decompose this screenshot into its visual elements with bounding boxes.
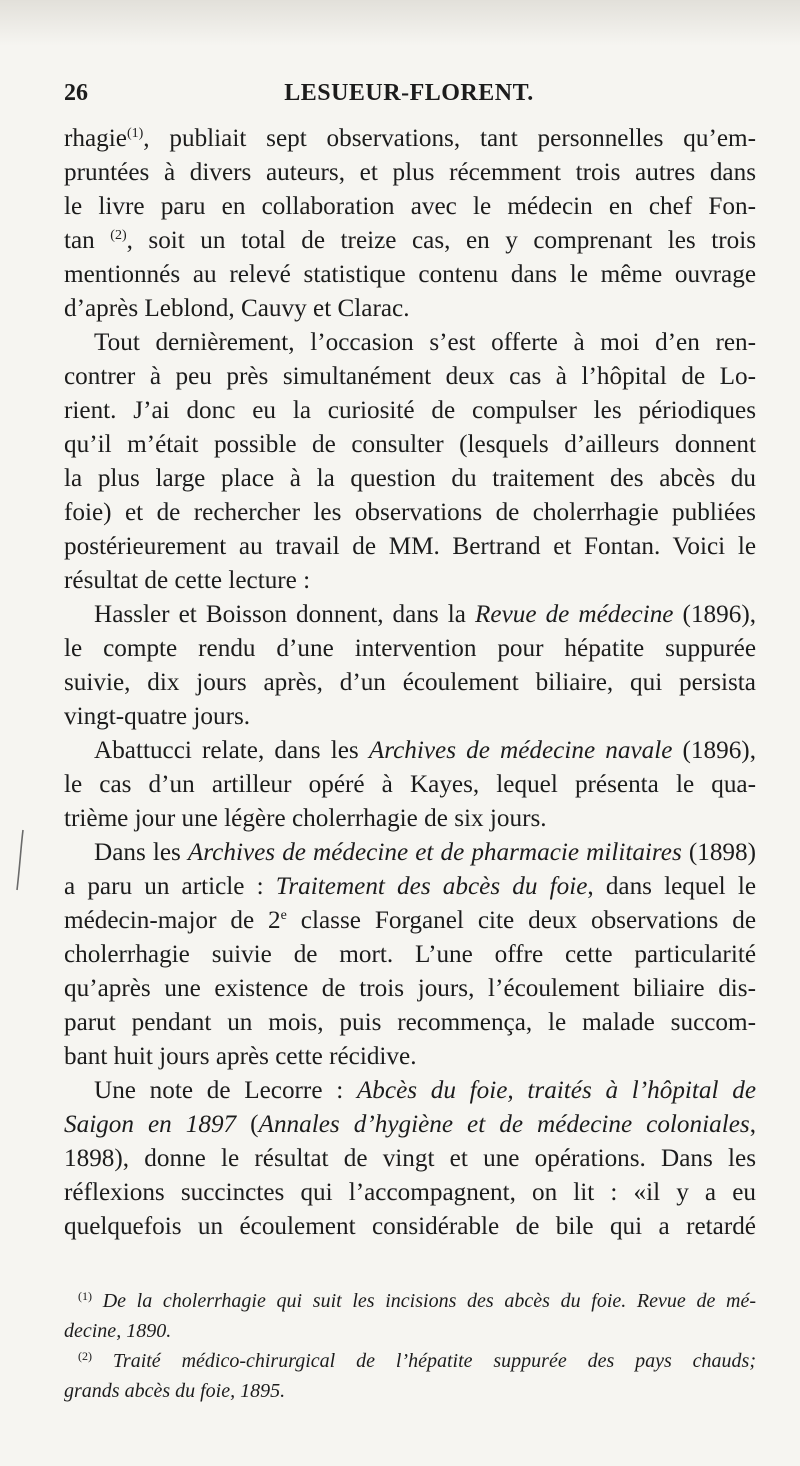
journal-title: Archives de médecine et de pharmacie militaires (187, 839, 682, 866)
text-line: le livre paru en collaboration avec le médecin en chef Fon- (64, 193, 756, 220)
text-line: Dans les Archives de médecine et de pharmacie militaires (1898) (94, 839, 756, 866)
text-line: vingt-quatre jours. (64, 703, 251, 730)
text-line: rient. J’ai donc eu la curiosité de compulser les périodiques (64, 397, 756, 424)
text-line: 1898), donne le résultat de vingt et une opérations. Dans les (64, 1145, 756, 1172)
text-line: résultat de cette lecture : (64, 567, 311, 594)
text-line: le cas d’un artilleur opéré à Kayes, lequel présenta le qua- (64, 771, 756, 798)
text-line: quelquefois un écoulement considérable de bile qui a retardé (64, 1213, 756, 1240)
text-line: Saigon en 1897 (Annales d’hygiène et de médecine coloniales, (64, 1111, 756, 1138)
text-line: Tout dernièrement, l’occasion s’est offerte à moi d’en ren- (94, 329, 756, 356)
text-line: cholerrhagie suivie de mort. L’une offre cette particularité (64, 941, 756, 968)
text-line: Abattucci relate, dans les Archives de médecine navale (1896), (94, 737, 756, 764)
journal-title: Annales d’hygiène et de médecine coloniales (258, 1111, 750, 1138)
text-line: Hassler et Boisson donnent, dans la Revue de médecine (1896), (94, 601, 756, 628)
footnote-ref-2: (2) (110, 228, 127, 243)
text-line: la plus large place à la question du traitement des abcès du (64, 465, 756, 492)
article-title: Traitement des abcès du foie (275, 873, 588, 900)
margin-pencil-mark (14, 828, 28, 892)
text-line: bant huit jours après cette récidive. (64, 1043, 417, 1070)
text-line: a paru un article : Traitement des abcès du foie, dans lequel le (64, 873, 756, 900)
page-header (64, 80, 754, 116)
running-title: LESUEUR-FLORENT. (284, 80, 534, 106)
text-line: contrer à peu près simultanément deux cas à l’hôpital de Lo- (64, 363, 756, 390)
footnote-line: decine, 1890. (64, 1320, 172, 1342)
text-line: parut pendant un mois, puis recommença, le malade succom- (64, 1009, 756, 1036)
ordinal-suffix: e (280, 908, 287, 923)
article-title: Saigon en 1897 (64, 1111, 237, 1138)
text-line: mentionnés au relevé statistique contenu dans le même ouvrage (64, 261, 756, 288)
text-line: qu’il m’était possible de consulter (lesquels d’ailleurs donnent (64, 431, 756, 458)
text-line: Une note de Lecorre : Abcès du foie, traités à l’hôpital de (94, 1077, 756, 1104)
journal-title: Archives de médecine navale (368, 737, 673, 764)
text-line: pruntées à divers auteurs, et plus récemment trois autres dans (64, 159, 756, 186)
text-line: le compte rendu d’une intervention pour hépatite suppurée (64, 635, 756, 662)
article-title: Abcès du foie, traités à l’hôpital de (356, 1077, 756, 1104)
text-line: d’après Leblond, Cauvy et Clarac. (64, 295, 410, 322)
footnotes (64, 1286, 756, 1406)
footnote-1: $^{(1)}$ De la cholerrhagie qui suit les incisions des abcès du foie. Revue de mé- (78, 1289, 756, 1312)
footnote-2: $^{(2)}$ Traité médico-chirurgical de l’hépatite suppurée des pays chauds; (78, 1349, 757, 1372)
journal-title: Revue de médecine (475, 601, 674, 628)
text-line: postérieurement au travail de MM. Bertrand et Fontan. Voici le (64, 533, 756, 560)
text-line: foie) et de rechercher les observations de cholerrhagie publiées (64, 499, 756, 526)
text-line: médecin-major de 2e classe Forganel cite deux observations de (64, 907, 756, 934)
text-line: tan $^{(2)}$, soit un total de treize cas, en y comprenant les trois (64, 227, 756, 254)
footnote-mark: (1) (78, 1289, 92, 1303)
text-line: trième jour une légère cholerrhagie de six jours. (64, 805, 547, 832)
footnote-ref-1: (1) (126, 126, 144, 141)
text-line: réflexions succinctes qui l’accompagnent, on lit : «il y a eu (64, 1179, 756, 1206)
text-line: suivie, dix jours après, d’un écoulement biliaire, qui persista (64, 669, 756, 696)
footnote-line: grands abcès du foie, 1895. (64, 1380, 286, 1402)
text-line: qu’après une existence de trois jours, l’écoulement biliaire dis- (64, 975, 756, 1002)
footnote-mark: (2) (78, 1349, 92, 1363)
page-top-shadow (0, 0, 800, 46)
body-text (64, 122, 756, 1244)
page-number: 26 (64, 80, 88, 106)
text-line: rhagie$^{(1)}$, publiait sept observations, tant personnelles qu’em- (64, 125, 756, 152)
